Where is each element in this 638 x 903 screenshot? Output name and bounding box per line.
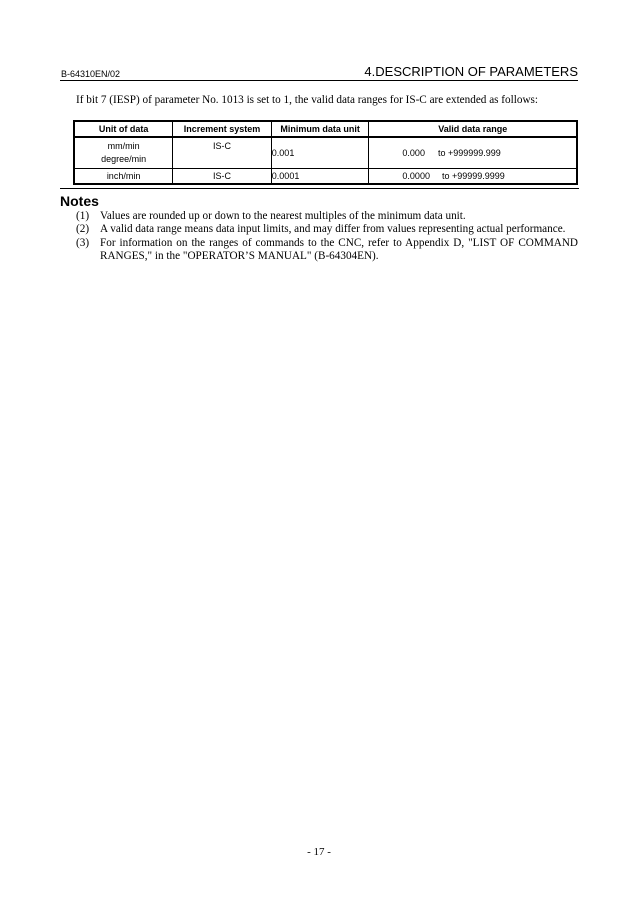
note-item — [76, 210, 578, 223]
range-to: to +99999.9999 — [441, 171, 505, 181]
cell-valid-range — [369, 169, 577, 185]
range-to: to +999999.999 — [437, 148, 501, 158]
valid-range-table — [73, 120, 578, 185]
page-number: - 17 - — [307, 846, 331, 858]
note-number: (1) — [76, 210, 90, 222]
section-title: 4.DESCRIPTION OF PARAMETERS — [364, 64, 578, 79]
table-row — [74, 169, 577, 185]
note-number: (2) — [76, 223, 90, 236]
cell-unit — [74, 137, 173, 169]
range-from: 0.0000 — [402, 171, 430, 181]
table-row — [74, 137, 577, 169]
col-header-valid-range: Valid data range — [369, 121, 577, 137]
header-divider — [60, 80, 578, 81]
document-code: B-64310EN/02 — [61, 69, 121, 79]
note-item — [76, 237, 578, 264]
col-header-unit: Unit of data — [74, 121, 173, 137]
cell-unit: inch/min — [74, 169, 173, 185]
cell-min-unit: 0.001 — [271, 137, 369, 169]
note-number: (3) — [76, 236, 90, 249]
note-text: For information on the ranges of commands to the CNC, refer to Appendix D, "LIST OF COMMAND RANGES," in the "OPERATOR’S MANUAL" (B-64304EN). — [100, 236, 578, 262]
table-header-row — [74, 121, 577, 137]
note-text: A valid data range means data input limits, and may differ from values representing actual performance. — [100, 223, 566, 236]
note-item — [76, 223, 578, 236]
col-header-min-unit: Minimum data unit — [271, 121, 369, 137]
notes-divider — [60, 188, 579, 189]
col-header-increment: Increment system — [173, 121, 272, 137]
cell-increment: IS-C — [173, 137, 272, 169]
note-text: Values are rounded up or down to the nearest multiples of the minimum data unit. — [100, 210, 466, 222]
cell-unit-line: mm/min — [107, 141, 140, 151]
cell-unit-line: degree/min — [101, 154, 147, 164]
range-from: 0.000 — [402, 148, 425, 158]
cell-min-unit: 0.0001 — [271, 169, 369, 185]
intro-paragraph: If bit 7 (IESP) of parameter No. 1013 is set to 1, the valid data ranges for IS-C are extended as follows: — [76, 94, 538, 106]
notes-list — [76, 210, 578, 263]
cell-valid-range — [369, 137, 577, 169]
cell-increment: IS-C — [173, 169, 272, 185]
notes-heading: Notes — [60, 193, 99, 209]
